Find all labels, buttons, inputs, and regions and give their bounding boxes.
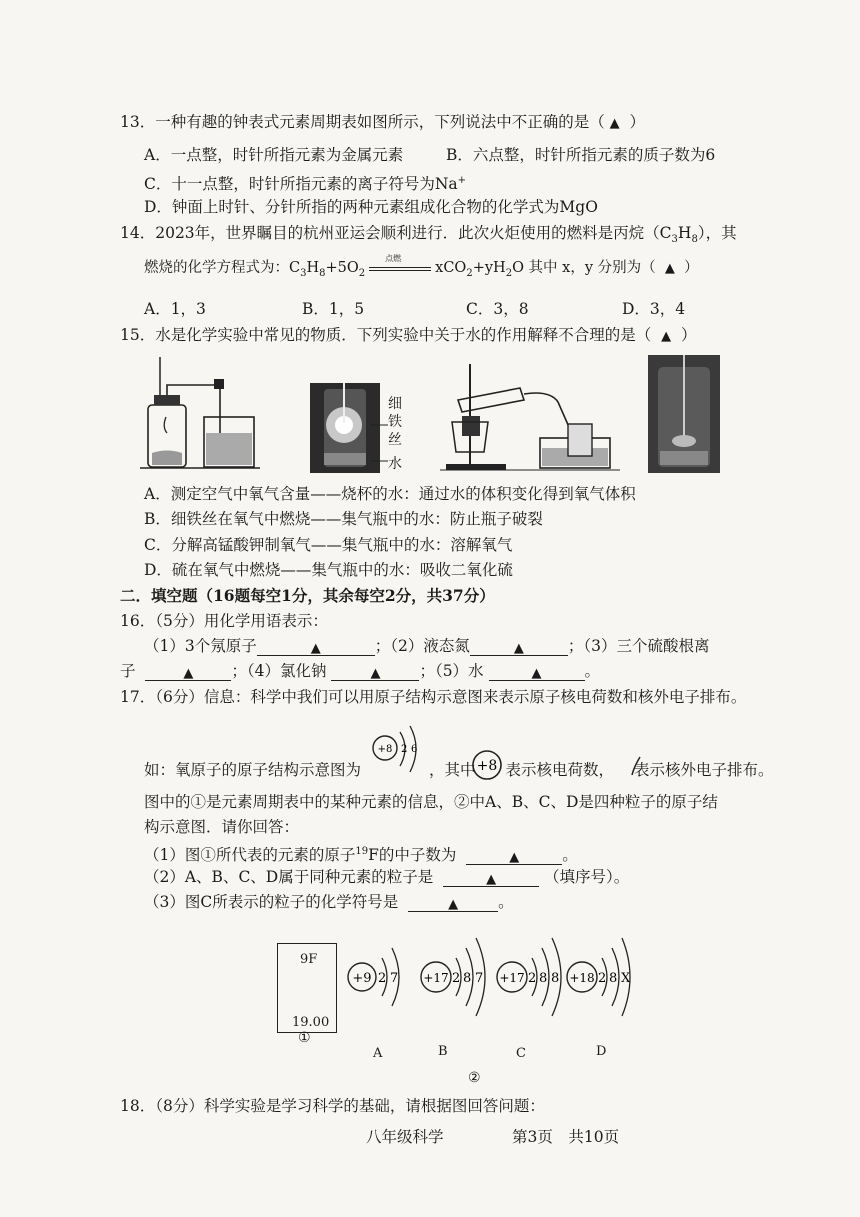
q17-part2: （2）A、B、C、D属于同种元素的粒子是 ▲ （填序号）。 <box>144 868 630 887</box>
q15-stem: 15．水是化学实验中常见的物质．下列实验中关于水的作用解释不合理的是（ ▲ ） <box>120 326 697 344</box>
atom-d-nucleus: +18 <box>569 971 595 985</box>
q16-line1: （1）3个氖原子 ▲ ；（2）液态氮 ▲ ；（3）三个硫酸根离 <box>144 637 710 656</box>
nucleus-legend-charge: +8 <box>476 758 498 774</box>
atom-b-nucleus: +17 <box>423 971 449 985</box>
q15-option-c: C．分解高锰酸钾制氧气——集气瓶中的水：溶解氧气 <box>144 536 513 554</box>
atom-c-shell-1: 2 <box>528 971 537 986</box>
shell-legend-symbol <box>630 755 644 777</box>
q14-stem: 14．2023年，世界瞩目的杭州亚运会顺利进行．此次火炬使用的燃料是丙烷$(C_3H_8)$，其 <box>120 224 737 246</box>
q16-stem: 16．（5分）用化学用语表示： <box>120 612 328 630</box>
q13-option-c: C．十一点整，时针所指元素的离子符号为Na+ <box>144 175 467 194</box>
reaction-arrow: 点燃 <box>365 261 435 275</box>
atom-c-label: C <box>516 1046 526 1061</box>
q18-stem: 18．（8分）科学实验是学习科学的基础，请根据图回答问题： <box>120 1097 545 1115</box>
figure-2-caption: ② <box>468 1070 481 1086</box>
q17-part3: （3）图C所表示的粒子的化学符号是 ▲ 。 <box>144 893 514 912</box>
atom-c <box>497 938 561 1016</box>
oxygen-shell-2: 6 <box>411 744 418 755</box>
atom-d-shell-2: 8 <box>609 971 618 986</box>
q15-option-b: B．细铁丝在氧气中燃烧——集气瓶中的水：防止瓶子破裂 <box>144 510 543 528</box>
q17-answer-blank-2[interactable]: ▲ <box>443 868 539 887</box>
q17-answer-blank-3[interactable]: ▲ <box>408 893 498 912</box>
iron-wire-label: 细 铁 丝 水 <box>388 396 402 472</box>
q17-info-line1: 图中的①是元素周期表中的某种元素的信息，②中A、B、C、D是四种粒子的原子结 <box>144 793 718 811</box>
q14-equation: 燃烧的化学方程式为：$C_3H_8+5O_2$ 点燃 $xCO_2+yH_2O$ 其中 x，y 分别为（ ▲ ） <box>144 254 699 279</box>
element-info-box <box>277 943 337 1033</box>
answer-blank-2[interactable]: ▲ <box>470 637 568 656</box>
atom-c-shell-3: 8 <box>551 971 560 986</box>
q13-option-b: B．六点整，时针所指元素的质子数为6 <box>446 146 716 164</box>
q14-option-b: B．1，5 <box>302 300 365 318</box>
section-heading-fill-in: 二．填空题（16题每空1分，其余每空2分，共37分） <box>120 586 495 605</box>
atom-b-shell-3: 7 <box>475 971 484 986</box>
footer-page-number: 第3页 共10页 <box>512 1128 620 1146</box>
atom-c-shell-2: 8 <box>539 971 548 986</box>
atom-d-shell-1: 2 <box>598 971 607 986</box>
nucleus-legend-symbol <box>470 748 504 782</box>
atom-b-label: B <box>438 1044 448 1059</box>
q16-line2: 子 ▲ ；（4）氯化钠 ▲ ；（5）水 ▲ 。 <box>120 662 601 681</box>
q13-option-a: A．一点整，时针所指元素为金属元素 <box>144 146 404 164</box>
q13-stem: 13．一种有趣的钟表式元素周期表如图所示，下列说法中不正确的是（ ▲ ） <box>120 113 646 131</box>
atom-d-shell-3: X <box>621 971 631 986</box>
answer-blank-3[interactable]: ▲ <box>145 662 231 681</box>
q17-part1: （1）图①所代表的元素的原子$^{19}$F的中子数为 ▲ 。 <box>144 846 578 866</box>
potassium-permanganate-apparatus <box>440 360 620 475</box>
atom-b-shell-1: 2 <box>452 971 461 986</box>
q17-info-line2: 构示意图．请你回答： <box>144 818 300 836</box>
atom-a <box>348 948 399 1006</box>
sulfur-combustion-photo <box>648 355 720 473</box>
figure-1-caption: ① <box>298 1030 311 1046</box>
answer-blank-1[interactable]: ▲ <box>257 637 375 656</box>
atom-d-label: D <box>596 1044 607 1059</box>
atom-a-shell-2: 7 <box>390 971 399 986</box>
atom-b <box>421 938 485 1016</box>
q14-option-c: C．3，8 <box>466 300 529 318</box>
atom-a-label: A <box>373 1046 383 1061</box>
atom-a-shell-1: 2 <box>378 971 387 986</box>
oxygen-shell-1: 2 <box>401 744 408 755</box>
atom-d <box>567 938 631 1016</box>
q17-stem: 17．（6分）信息：科学中我们可以用原子结构示意图来表示原子核电荷数和核外电子排布。 <box>120 688 747 706</box>
q15-option-a: A．测定空气中氧气含量——烧杯的水：通过水的体积变化得到氧气体积 <box>144 485 636 503</box>
atom-b-shell-2: 8 <box>463 971 472 986</box>
atom-a-nucleus: +9 <box>352 971 372 986</box>
answer-blank-4[interactable]: ▲ <box>331 662 419 681</box>
element-symbol: 9F <box>300 952 318 967</box>
oxygen-atom-diagram <box>370 722 440 784</box>
q17-example: 如：氧原子的原子结构示意图为 ，其中 表示核电荷数， 表示核外电子排布。 <box>144 761 774 779</box>
q14-option-d: D．3，4 <box>622 300 686 318</box>
atom-diagrams <box>340 930 640 1030</box>
q17-answer-blank-1[interactable]: ▲ <box>466 846 562 865</box>
answer-blank-5[interactable]: ▲ <box>489 662 585 681</box>
air-oxygen-apparatus <box>140 355 260 473</box>
q15-option-d: D．硫在氧气中燃烧——集气瓶中的水：吸收二氧化硫 <box>144 561 513 579</box>
q14-option-a: A．1，3 <box>144 300 206 318</box>
label-pointer-lines <box>370 405 390 465</box>
oxygen-nucleus-charge: +8 <box>377 744 393 755</box>
atom-c-nucleus: +17 <box>499 971 525 985</box>
footer-grade: 八年级科学 <box>366 1128 444 1146</box>
element-mass: 19.00 <box>292 1015 330 1030</box>
q13-option-d: D．钟面上时针、分针所指的两种元素组成化合物的化学式为MgO <box>144 198 598 216</box>
